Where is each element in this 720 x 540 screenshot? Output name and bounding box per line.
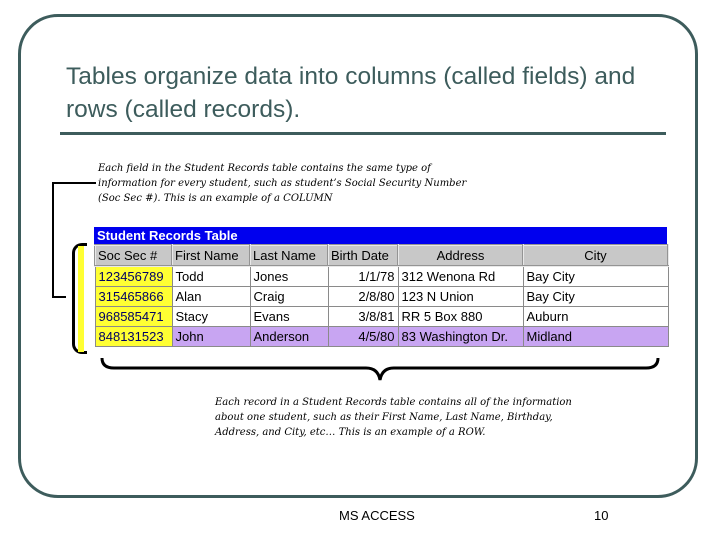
cell-birth-date[interactable]: 1/1/78: [328, 266, 398, 287]
column-highlight-strip: [78, 246, 84, 352]
cell-address[interactable]: 83 Washington Dr.: [398, 327, 523, 347]
cell-birth-date[interactable]: 3/8/81: [328, 307, 398, 327]
title-divider: [60, 132, 666, 135]
column-note-line: information for every student, such as student’s Social Security Number: [98, 178, 467, 189]
cell-last-name[interactable]: Anderson: [250, 327, 328, 347]
cell-address[interactable]: 312 Wenona Rd: [398, 266, 523, 287]
column-note: [98, 161, 466, 206]
cell-address[interactable]: RR 5 Box 880: [398, 307, 523, 327]
cell-city[interactable]: Midland: [523, 327, 668, 347]
row-note-line: Each record in a Student Records table contains all of the information: [215, 397, 572, 408]
table-row-highlighted[interactable]: [95, 327, 668, 347]
column-header-birth-date[interactable]: Birth Date: [328, 245, 398, 266]
page-number: 10: [594, 508, 609, 523]
cell-address[interactable]: 123 N Union: [398, 287, 523, 307]
row-brace-graphic: [100, 356, 660, 382]
table-title-bar: Student Records Table: [94, 227, 667, 244]
column-note-connector: [52, 182, 54, 298]
column-note-connector: [52, 296, 66, 298]
header-row: [95, 245, 668, 266]
cell-first-name[interactable]: Todd: [172, 266, 250, 287]
cell-soc-sec[interactable]: 315465866: [95, 287, 172, 307]
column-note-line: Each field in the Student Records table contains the same type of: [98, 163, 431, 174]
cell-first-name[interactable]: Stacy: [172, 307, 250, 327]
table-row[interactable]: [95, 307, 668, 327]
cell-birth-date[interactable]: 4/5/80: [328, 327, 398, 347]
column-header-city[interactable]: City: [523, 245, 668, 266]
cell-city[interactable]: Bay City: [523, 287, 668, 307]
column-note-connector: [52, 182, 96, 184]
row-brace: [100, 356, 660, 382]
column-header-soc-sec[interactable]: Soc Sec #: [95, 245, 172, 266]
cell-soc-sec[interactable]: 123456789: [95, 266, 172, 287]
footer-label: MS ACCESS: [339, 508, 415, 523]
cell-last-name[interactable]: Jones: [250, 266, 328, 287]
row-note: [215, 395, 572, 440]
table-row[interactable]: [95, 266, 668, 287]
column-note-line: (Soc Sec #). This is an example of a COLUMN: [98, 193, 333, 204]
cell-last-name[interactable]: Craig: [250, 287, 328, 307]
records-grid: [94, 244, 669, 347]
column-header-address[interactable]: Address: [398, 245, 523, 266]
cell-soc-sec[interactable]: 968585471: [95, 307, 172, 327]
row-note-line: Address, and City, etc… This is an example of a ROW.: [215, 427, 486, 438]
column-header-last-name[interactable]: Last Name: [250, 245, 328, 266]
cell-first-name[interactable]: John: [172, 327, 250, 347]
student-records-table: [94, 227, 667, 347]
table-row[interactable]: [95, 287, 668, 307]
row-note-line: about one student, such as their First Name, Last Name, Birthday,: [215, 412, 553, 423]
cell-soc-sec[interactable]: 848131523: [95, 327, 172, 347]
slide-title: Tables organize data into columns (called fields) and rows (called records).: [66, 63, 636, 123]
cell-last-name[interactable]: Evans: [250, 307, 328, 327]
column-header-first-name[interactable]: First Name: [172, 245, 250, 266]
cell-birth-date[interactable]: 2/8/80: [328, 287, 398, 307]
cell-city[interactable]: Bay City: [523, 266, 668, 287]
cell-first-name[interactable]: Alan: [172, 287, 250, 307]
cell-city[interactable]: Auburn: [523, 307, 668, 327]
